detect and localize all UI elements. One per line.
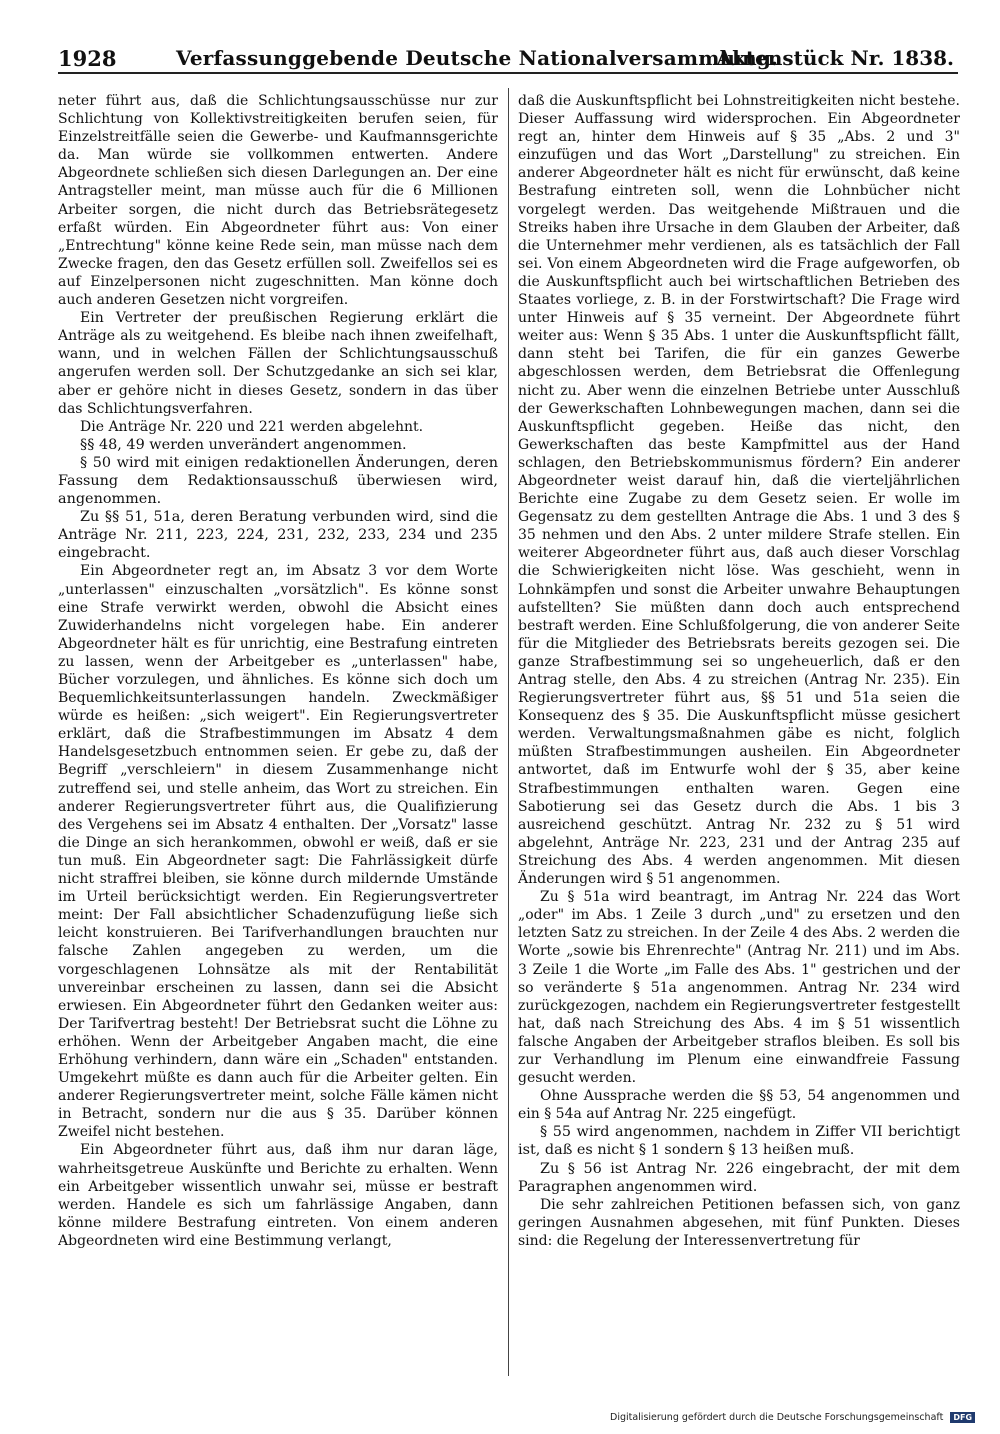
paragraph: § 50 wird mit einigen redaktionellen Änderungen, deren Fassung dem Redaktionsausschuß überwiesen wird, angenommen. [58,454,498,508]
paragraph: § 55 wird angenommen, nachdem in Ziffer VII berichtigt ist, daß es nicht § 1 sondern § 13 heißen muß. [518,1124,960,1159]
paragraph: Zu § 51a wird beantragt, im Antrag Nr. 224 das Wort „oder" im Abs. 1 Zeile 3 durch „und" zu ersetzen und den letzten Satz zu streichen. In der Zeile 4 des Abs. 2 werden die Worte „sowie bis Ehrenrechte" (Antrag Nr. 211) und im Abs. 3 Zeile 1 die Worte „im Falle des Abs. 1" gestrichen und der so veränderte § 51a angenommen. Antrag Nr. 234 wird zurückgezogen, nachdem ein Regierungsvertreter festgestellt hat, daß nach Streichung des Abs. 4 im § 51 wissentlich falsche Angaben der Arbeitgeber straflos bleiben. Es soll bis zur Verhandlung im Plenum eine einwandfreie Fassung gesucht werden. [518,889,960,1087]
paragraph: Zu §§ 51, 51a, deren Beratung verbunden wird, sind die Anträge Nr. 211, 223, 224, 231, 232, 233, 234 und 235 eingebracht. [58,509,498,562]
paragraph: Ein Abgeordneter regt an, im Absatz 3 vor dem Worte „unterlassen" einzuschalten „vorsätzlich". Es könne sonst eine Strafe verwirkt werden, obwohl die Absicht eines Zuwiderhandelns nicht vorgelegen habe. Ein anderer Abgeordneter hält es für unrichtig, eine Bestrafung eintreten zu lassen, wenn der Arbeitgeber es „unterlassen" habe, Bücher vorzulegen, und ähnliches. Es könne sich doch um Bequemlichkeitsunterlassungen handeln. Zweckmäßiger würde es heißen: „sich weigert". Ein Regierungsvertreter erklärt, daß die Strafbestimmungen im Absatz 4 dem Handelsgesetzbuch entnommen seien. Er gebe zu, daß der Begriff „verschleiern" in diesem Zusammenhange nicht zutreffend sei, und stelle anheim, das Wort zu streichen. Ein anderer Regierungsvertreter führt aus, die Qualifizierung des Vergehens sei im Absatz 4 enthalten. Der „Vorsatz" lasse die Dinge an sich herankommen, obwohl er weiß, daß er sie tun muß. Ein Abgeordneter sagt: Die Fahrlässigkeit dürfe nicht straffrei bleiben, sie könne durch mildernde Umstände im Urteil berücksichtigt werden. Ein Regierungsvertreter meint: Der Fall absichtlicher Schadenzufügung ließe sich leicht konstruieren. Bei Tarifverhandlungen brauchten nur falsche Zahlen angegeben zu werden, um die vorgeschlagenen Lohnsätze als mit der Rentabilität unvereinbar erscheinen zu lassen, dann sei die Absicht erwiesen. Ein Abgeordneter führt den Gedanken weiter aus: Der Tarifvertrag besteht! Der Betriebsrat sucht die Löhne zu erhöhen. Wenn der Arbeitgeber Angaben macht, die eine Erhöhung verhindern, dann wäre ein „Schaden" entstanden. Umgekehrt müßte es dann auch für die Arbeiter gelten. Ein anderer Regierungsvertreter meint, solche Fälle kämen nicht in Betracht, sondern nur die aus § 35. Darüber können Zweifel nicht bestehen. [58,563,498,1141]
dfg-logo: DFG [950,1412,975,1423]
page-header [58,42,958,74]
paragraph: daß die Auskunftspflicht bei Lohnstreitigkeiten nicht bestehe. Dieser Auffassung wird widersprochen. Ein Abgeordneter regt an, hinter dem Hinweis auf § 35 „Abs. 2 und 3" einzufügen und das Wort „Darstellung" zu streichen. Ein anderer Abgeordneter hält es nicht für erwünscht, daß keine Bestrafung eintreten soll, wenn die Lohnbücher nicht vorgelegt werden. Das weitgehende Mißtrauen und die Streiks haben ihre Ursache in dem Glauben der Arbeiter, daß die Unternehmer mehr verdienen, als es tatsächlich der Fall sei. Von einem Abgeordneten wird die Frage aufgeworfen, ob die Auskunftspflicht auch bei wirtschaftlichen Betrieben des Staates vorliege, z. B. in der Forstwirtschaft? Die Frage wird unter Hinweis auf § 35 verneint. Der Abgeordnete führt weiter aus: Wenn § 35 Abs. 1 unter die Auskunftspflicht fällt, dann steht bei Tarifen, die für ein ganzes Gewerbe abgeschlossen werden, dem Betriebsrat die Offenlegung nicht zu. Aber wenn die einzelnen Betriebe unter Ausschluß der Gewerkschaften Lohnbewegungen machen, dann sei die Auskunftspflicht gegeben. Heiße das nicht, den Gewerkschaften das beste Kampfmittel aus der Hand schlagen, den Betriebskommunismus fördern? Ein anderer Abgeordneter weist darauf hin, daß die vierteljährlichen Berichte eine Zugabe zu dem Gesetz seien. Er wolle im Gegensatz zu dem gestellten Antrage die Abs. 1 und 3 des § 35 nehmen und den Abs. 2 unter mildere Strafe stellen. Ein weiterer Abgeordneter führt aus, daß auch dieser Vorschlag die Schwierigkeiten nicht löse. Was geschieht, wenn in Lohnkämpfen und sonst die Arbeiter unwahre Behauptungen aufstellten? Sie müßten dann doch auch entsprechend bestraft werden. Eine Schlußfolgerung, die von anderer Seite für die Mitglieder des Betriebsrats bereits gezogen sei. Die ganze Strafbestimmung sei so ungeheuerlich, daß er den Antrag stelle, den Abs. 4 zu streichen (Antrag Nr. 235). Ein Regierungsvertreter führt aus, §§ 51 und 51a seien die Konsequenz des § 35. Die Auskunftspflicht müsse gesichert werden. Verwaltungsmaßnahmen gäbe es nicht, folglich müßten Strafbestimmungen ausheilen. Ein Abgeordneter antwortet, daß im Entwurfe wohl der § 35, aber keine Strafbestimmungen enthalten waren. Gegen eine Sabotierung sei das Gesetz durch die Abs. 1 bis 3 ausreichend geschützt. Antrag Nr. 232 zu § 51 wird abgelehnt, Anträge Nr. 223, 231 und der Antrag 235 auf Streichung des Abs. 4 werden angenommen. Mit diesen Änderungen wird § 51 angenommen. [518,93,960,888]
paragraph: Die sehr zahlreichen Petitionen befassen sich, von ganz geringen Ausnahmen abgesehen, mit fünf Punkten. Dieses sind: die Regelung der Interessenvertretung für [518,1196,960,1249]
paragraph: Ein Abgeordneter führt aus, daß ihm nur daran läge, wahrheitsgetreue Auskünfte und Berichte zu erhalten. Wenn ein Arbeitgeber wissentlich unwahr sei, müsse er bestraft werden. Handele es sich um fahrlässige Angaben, dann könne mildere Bestrafung eintreten. Von einem anderen Abgeordneten wird eine Bestimmung verlangt, [58,1142,498,1249]
running-title: Verfassunggebende Deutsche Nationalversammlung. [176,46,779,70]
left-text-column [58,92,498,1382]
column-divider [508,88,509,1376]
paragraph: neter führt aus, daß die Schlichtungsausschüsse nur zur Schlichtung von Kollektivstreitigkeiten berufen seien, für Einzelstreitfälle seien die Gewerbe- und Kaufmannsgerichte da. Man würde sie vollkommen entwerten. Andere Abgeordnete schließen sich diesen Darlegungen an. Der eine Antragsteller meint, man müsse auch für die 6 Millionen Arbeiter sorgen, die nicht durch das Betriebsrätegesetz erfaßt würden. Ein Abgeordneter führt aus: Von einer „Entrechtung" könne keine Rede sein, man müsse nach dem Zwecke fragen, den das Gesetz erfüllen soll. Zweifellos sei es auf Einzelpersonen nicht zugeschnitten. Man könne doch auch anderen Gesetzen nicht vorgreifen. [58,93,498,309]
paragraph: §§ 48, 49 werden unverändert angenommen. [80,436,407,453]
footer-credit [610,1412,973,1426]
page-number: 1928 [58,46,117,71]
right-text-column [518,92,960,1382]
footer-text: Digitalisierung gefördert durch die Deutsche Forschungsgemeinschaft [610,1412,944,1423]
paragraph: Die Anträge Nr. 220 und 221 werden abgelehnt. [80,418,424,435]
document-reference: Aktenstück Nr. 1838. [716,46,954,70]
paragraph: Zu § 56 ist Antrag Nr. 226 eingebracht, der mit dem Paragraphen angenommen wird. [518,1160,960,1195]
paragraph: Ein Vertreter der preußischen Regierung erklärt die Anträge als zu weitgehend. Es bleibe nach ihnen zweifelhaft, wann, und in welchen Fällen der Schlichtungsausschuß angerufen werden soll. Der Schutzgedanke an sich sei klar, aber er gehöre nicht in dieses Gesetz, sondern in das über das Schlichtungsverfahren. [58,310,498,417]
paragraph: Ohne Aussprache werden die §§ 53, 54 angenommen und ein § 54a auf Antrag Nr. 225 eingefügt. [518,1088,960,1123]
